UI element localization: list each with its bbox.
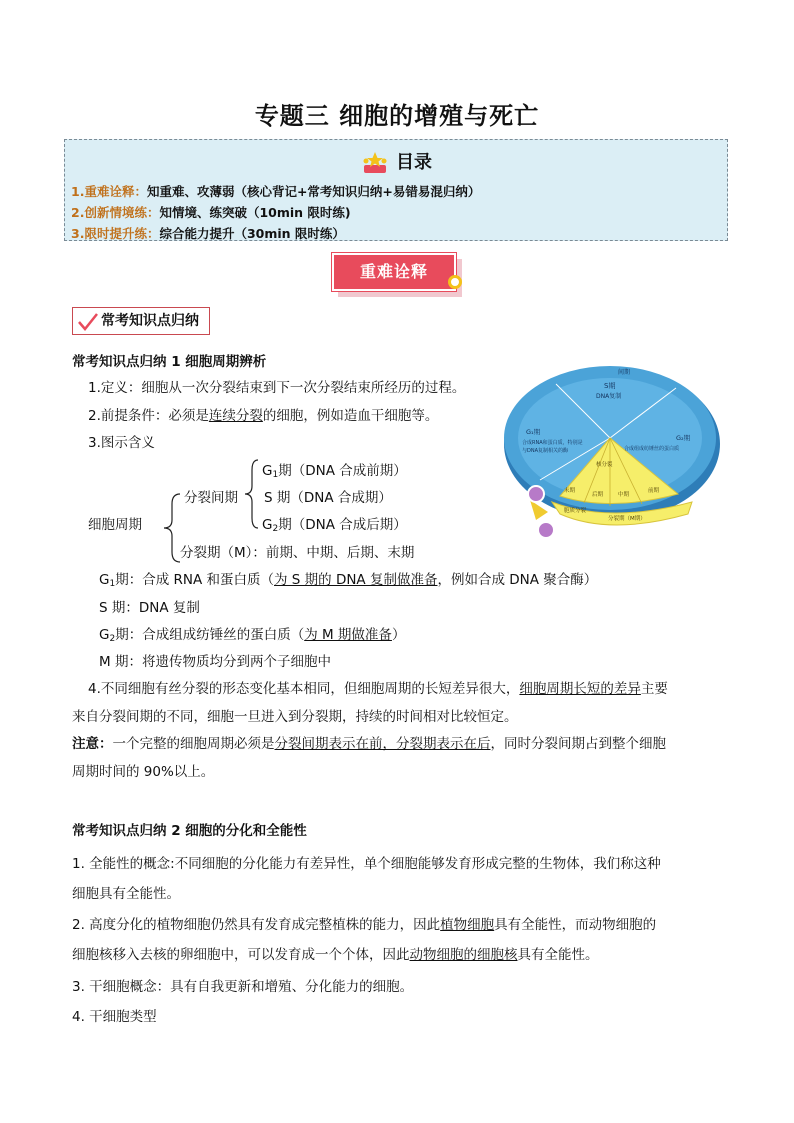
g2-phase-sub: 合成组成纺锤丝的蛋白质: [624, 446, 680, 452]
s-phase-sub: DNA复制: [596, 393, 622, 400]
kp2-heading: 常考知识点归纳 2 细胞的分化和全能性: [72, 823, 307, 839]
cell-icon: [528, 486, 544, 502]
g1-phase-sub2: 与DNA复制相关的酶: [522, 448, 569, 454]
toc-box: [64, 139, 728, 241]
kp2-p2-line2: 细胞核移入去核的卵细胞中，可以发育成一个个体，因此动物细胞的细胞核具有全能性。: [72, 947, 599, 963]
toc-item-3[interactable]: 3.限时提升练：综合能力提升（30min 限时练）: [71, 226, 345, 241]
g2-description: $G_2$期：合成组成纺锤丝的蛋白质（为 M 期做准备）: [99, 627, 406, 644]
kp1-point4-line2: 来自分裂间期的不同，细胞一旦进入到分裂期，持续的时间相对比较恒定。: [72, 709, 518, 725]
tree-root: 细胞周期: [88, 517, 142, 533]
cell-cycle-diagram: [500, 362, 728, 546]
kp1-precondition: 2.前提条件：必须是连续分裂的细胞，例如造血干细胞等。: [88, 408, 439, 424]
toc-item-2[interactable]: 2.创新情境练：知情境、练突破（10min 限时练): [71, 205, 351, 220]
karyokinesis-label: 核分裂: [596, 462, 613, 468]
g2-phase-title: G₂期: [676, 434, 691, 442]
telophase-label: 末期: [564, 488, 576, 494]
kp1-note-line2: 周期时间的 90%以上。: [72, 764, 215, 780]
mitosis-arc: 分裂期（M期）: [608, 516, 646, 522]
s-phase-title: S期: [604, 382, 616, 390]
g1-phase-title: G₁期: [526, 428, 541, 436]
kp2-p4: 4. 干细胞类型: [72, 1009, 157, 1025]
toc-item-1[interactable]: 1.重难诠释：知重难、攻薄弱（核心背记+常考知识归纳+易错易混归纳）: [71, 184, 481, 199]
interphase-brace: [242, 456, 262, 532]
cell-icon: [538, 522, 554, 538]
kp1-note-line1: 注意：一个完整的细胞周期必须是分裂间期表示在前，分裂期表示在后，同时分裂间期占到整个细胞: [72, 736, 666, 752]
g1-description: $G_1$期：合成 RNA 和蛋白质（为 S 期的 DNA 复制做准备，例如合成 DNA 聚合酶）: [99, 572, 598, 589]
tree-g2: $G_2$期（DNA 合成后期）: [262, 517, 407, 534]
interphase-arc: 间期: [618, 369, 631, 376]
section-badge: [332, 253, 464, 299]
page-title: 专题三 细胞的增殖与死亡: [254, 102, 540, 130]
star-crown-icon: [362, 151, 388, 175]
tree-s: S 期（DNA 合成期）: [264, 490, 392, 506]
kp2-p1-line1: 1. 全能性的概念:不同细胞的分化能力有差异性，单个细胞能够发育形成完整的生物体，我们称这种: [72, 856, 661, 872]
m-description: M 期：将遗传物质均分到两个子细胞中: [99, 654, 331, 670]
kp1-heading: 常考知识点归纳 1 细胞周期辨析: [72, 354, 267, 370]
toc-heading: [65, 148, 729, 175]
section-label: 常考知识点归纳: [101, 313, 199, 329]
kp2-p3: 3. 干细胞概念：具有自我更新和增殖、分化能力的细胞。: [72, 979, 414, 995]
kp2-p1-line2: 细胞具有全能性。: [72, 886, 180, 902]
checkmark-icon: [77, 312, 99, 332]
section-badge-label: 重难诠释: [332, 253, 456, 291]
prophase-label: 前期: [648, 488, 660, 494]
section-label-box: [72, 307, 210, 335]
s-description: S 期：DNA 复制: [99, 600, 200, 616]
tree-interphase: 分裂间期: [184, 490, 238, 506]
anaphase-label: 后期: [592, 492, 604, 498]
cytokinesis-label: 胞质分裂: [564, 508, 587, 514]
kp1-figure-title: 3.图示含义: [88, 435, 155, 451]
metaphase-label: 中期: [618, 492, 630, 498]
g1-phase-sub1: 合成RNA和蛋白质，特别是: [522, 440, 583, 446]
kp1-point4-line1: 4.不同细胞有丝分裂的形态变化基本相同，但细胞周期的长短差异很大，细胞周期长短的差异主要: [88, 681, 668, 697]
kp1-definition: 1.定义：细胞从一次分裂结束到下一次分裂结束所经历的过程。: [88, 380, 466, 396]
kp2-p2-line1: 2. 高度分化的植物细胞仍然具有发育成完整植株的能力，因此植物细胞具有全能性，而动物细胞的: [72, 917, 657, 933]
ring-icon: [448, 275, 462, 289]
toc-heading-text: 目录: [396, 152, 432, 173]
tree-mitosis: 分裂期（M）：前期、中期、后期、末期: [180, 545, 415, 561]
tree-g1: $G_1$期（DNA 合成前期）: [262, 463, 407, 480]
